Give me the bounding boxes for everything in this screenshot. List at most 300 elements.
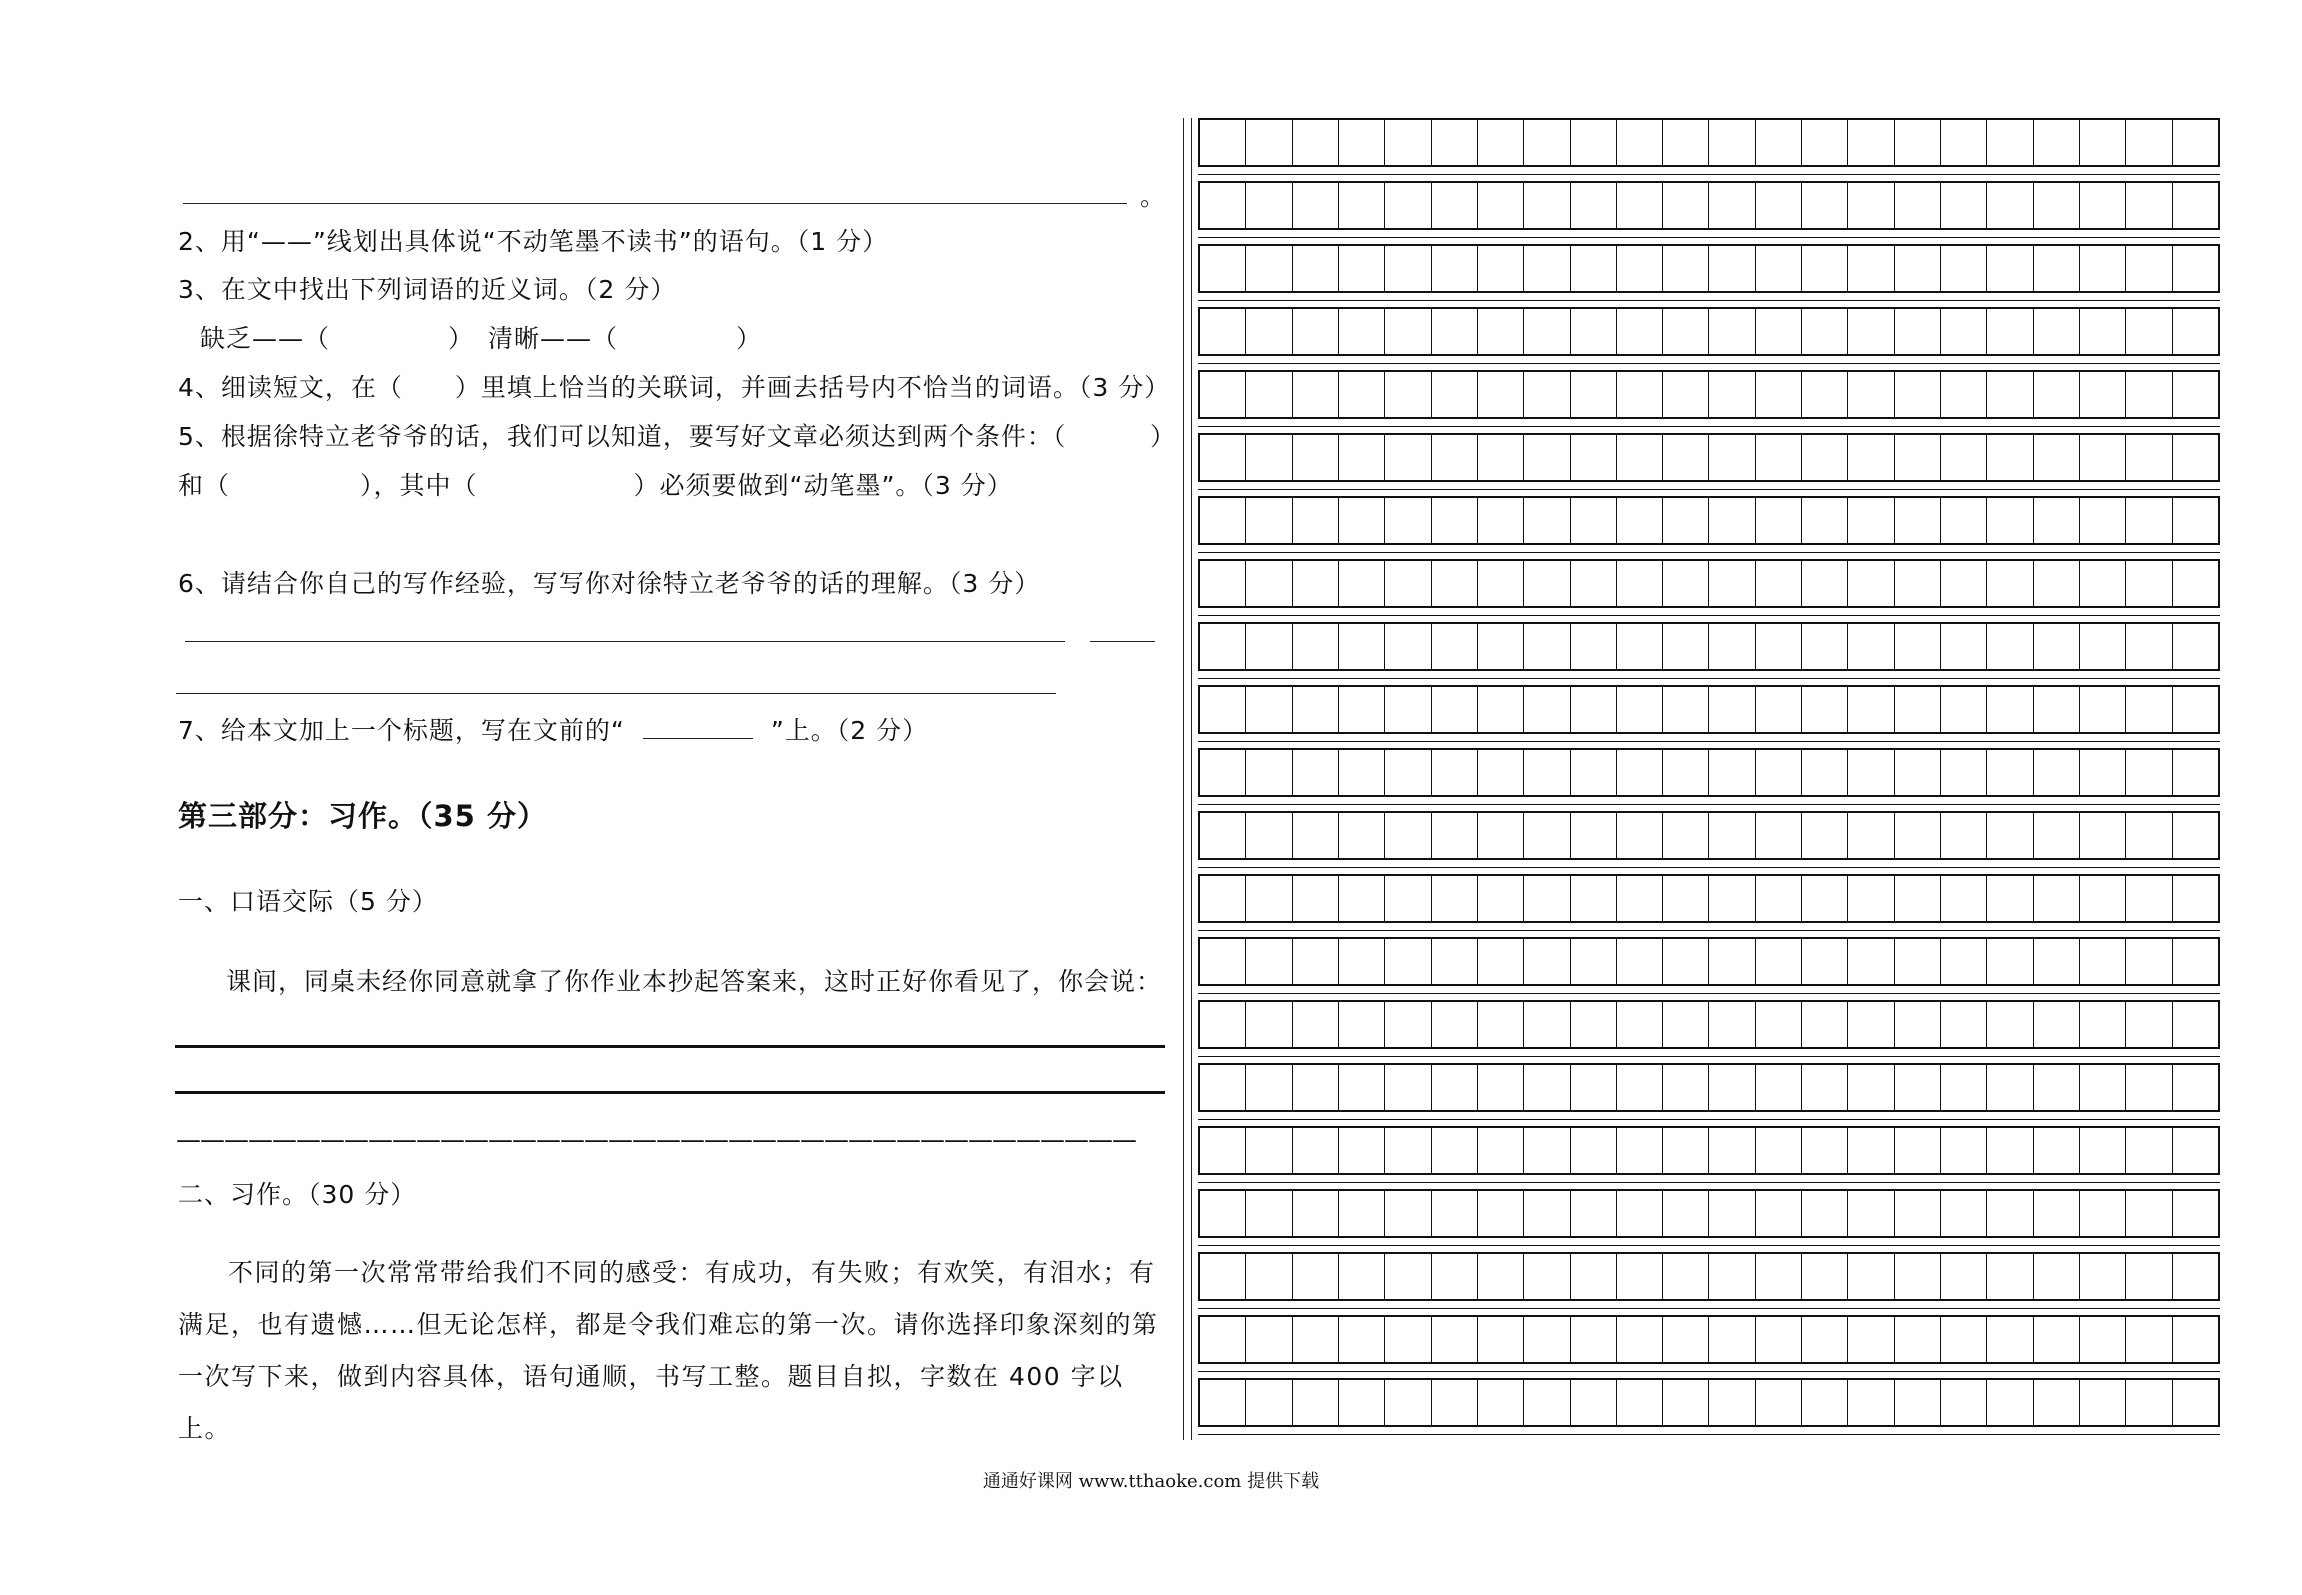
grid-cell xyxy=(1385,876,1431,921)
grid-cell xyxy=(2034,876,2080,921)
grid-cell xyxy=(2173,687,2218,732)
grid-cell xyxy=(2126,498,2172,543)
grid-cell xyxy=(1478,246,1524,291)
question-4: 4、细读短文，在（ ）里填上恰当的关联词，并画去括号内不恰当的词语。（3 分） xyxy=(178,373,1171,402)
grid-cell xyxy=(1524,120,1570,165)
grid-cell xyxy=(1709,750,1755,795)
grid-cell xyxy=(1339,1128,1385,1173)
grid-cell xyxy=(1617,561,1663,606)
grid-cell xyxy=(1293,1317,1339,1362)
grid-cell xyxy=(1200,1002,1246,1047)
grid-cell xyxy=(1709,183,1755,228)
grid-row xyxy=(1198,181,2220,230)
grid-cell xyxy=(2080,372,2126,417)
essay-prompt: 不同的第一次常常带给我们不同的感受：有成功，有失败；有欢笑，有泪水；有满足，也有遗憾……但无论怎样，都是令我们难忘的第一次。请你选择印象深刻的第一次写下来，做到内容具体，语句通顺，书写工整。题目自拟，字数在 400 字以上。 xyxy=(178,1258,1159,1443)
grid-cell xyxy=(2173,120,2218,165)
grid-cell xyxy=(1756,309,1802,354)
grid-cell xyxy=(1571,1191,1617,1236)
grid-cell xyxy=(1571,309,1617,354)
grid-cell xyxy=(2034,813,2080,858)
grid-cell xyxy=(2126,687,2172,732)
grid-cell xyxy=(1987,372,2033,417)
grid-cell xyxy=(1571,939,1617,984)
grid-cell xyxy=(1246,1317,1292,1362)
grid-cell xyxy=(1246,876,1292,921)
grid-cell xyxy=(1756,939,1802,984)
grid-cell xyxy=(1246,750,1292,795)
grid-cell xyxy=(1571,435,1617,480)
grid-cell xyxy=(1617,246,1663,291)
grid-cell xyxy=(1941,750,1987,795)
grid-cell xyxy=(1246,309,1292,354)
grid-cell xyxy=(1617,876,1663,921)
grid-cell xyxy=(1709,120,1755,165)
grid-cell xyxy=(1756,120,1802,165)
grid-cell xyxy=(1756,435,1802,480)
grid-cell xyxy=(1987,1128,2033,1173)
grid-row xyxy=(1198,937,2220,986)
grid-cell xyxy=(1756,876,1802,921)
grid-cell xyxy=(1987,498,2033,543)
grid-cell xyxy=(1339,1191,1385,1236)
question-7 xyxy=(178,714,928,748)
grid-cell xyxy=(1895,1191,1941,1236)
grid-cell xyxy=(1524,876,1570,921)
grid-cell xyxy=(1941,1002,1987,1047)
grid-cell xyxy=(2034,561,2080,606)
grid-cell xyxy=(1663,1065,1709,1110)
synonym-item-1-close: ） xyxy=(448,324,475,353)
grid-cell xyxy=(1293,876,1339,921)
grid-cell xyxy=(2080,435,2126,480)
grid-cell xyxy=(1432,120,1478,165)
grid-cell xyxy=(1617,183,1663,228)
grid-cell xyxy=(1293,183,1339,228)
footer-source: 通通好课网 www.tthaoke.com 提供下载 xyxy=(982,1471,1320,1492)
grid-cell xyxy=(1246,120,1292,165)
grid-cell xyxy=(1709,1317,1755,1362)
grid-cell xyxy=(1571,183,1617,228)
grid-cell xyxy=(1617,1380,1663,1425)
grid-cell xyxy=(1663,1254,1709,1299)
grid-cell xyxy=(1293,1128,1339,1173)
grid-cell xyxy=(2173,372,2218,417)
grid-cell xyxy=(1941,120,1987,165)
grid-cell xyxy=(2034,498,2080,543)
grid-cell xyxy=(1432,1317,1478,1362)
grid-cell xyxy=(1200,813,1246,858)
grid-cell xyxy=(1895,1317,1941,1362)
grid-cell xyxy=(1663,813,1709,858)
grid-cell xyxy=(1663,624,1709,669)
grid-row xyxy=(1198,496,2220,545)
grid-cell xyxy=(1524,1065,1570,1110)
grid-cell xyxy=(2173,1380,2218,1425)
grid-cell xyxy=(1293,1002,1339,1047)
grid-cell xyxy=(1246,435,1292,480)
grid-cell xyxy=(1339,624,1385,669)
grid-cell xyxy=(1617,1065,1663,1110)
grid-cell xyxy=(1571,1128,1617,1173)
grid-cell xyxy=(1663,372,1709,417)
grid-cell xyxy=(1571,498,1617,543)
grid-cell xyxy=(2080,183,2126,228)
grid-cell xyxy=(1432,309,1478,354)
grid-cell xyxy=(1524,561,1570,606)
grid-cell xyxy=(1848,1065,1894,1110)
grid-cell xyxy=(2080,498,2126,543)
grid-cell xyxy=(1663,687,1709,732)
grid-cell xyxy=(1802,624,1848,669)
grid-cell xyxy=(2126,1380,2172,1425)
grid-cell xyxy=(1339,561,1385,606)
grid-cell xyxy=(1756,183,1802,228)
grid-cell xyxy=(2080,813,2126,858)
grid-cell xyxy=(1246,624,1292,669)
grid-cell xyxy=(1246,246,1292,291)
grid-cell xyxy=(1432,624,1478,669)
grid-cell xyxy=(2080,876,2126,921)
grid-cell xyxy=(1432,372,1478,417)
grid-cell xyxy=(1200,1128,1246,1173)
grid-cell xyxy=(1339,498,1385,543)
grid-cell xyxy=(1293,687,1339,732)
grid-cell xyxy=(2034,1002,2080,1047)
grid-cell xyxy=(1941,246,1987,291)
grid-cell xyxy=(2126,372,2172,417)
part-3-title: 第三部分：习作。（35 分） xyxy=(178,799,547,833)
grid-cell xyxy=(1524,624,1570,669)
grid-cell xyxy=(1941,372,1987,417)
grid-cell xyxy=(1246,498,1292,543)
grid-cell xyxy=(2034,372,2080,417)
grid-cell xyxy=(1709,372,1755,417)
grid-cell xyxy=(1895,1002,1941,1047)
grid-cell xyxy=(1617,624,1663,669)
grid-cell xyxy=(1802,687,1848,732)
grid-cell xyxy=(2173,813,2218,858)
grid-cell xyxy=(1246,939,1292,984)
grid-row xyxy=(1198,1252,2220,1301)
grid-cell xyxy=(1432,687,1478,732)
grid-cell xyxy=(1246,1065,1292,1110)
grid-cell xyxy=(1432,1065,1478,1110)
grid-cell xyxy=(1385,624,1431,669)
grid-cell xyxy=(1987,1002,2033,1047)
grid-cell xyxy=(1802,1380,1848,1425)
grid-cell xyxy=(1200,1191,1246,1236)
grid-cell xyxy=(2126,1128,2172,1173)
grid-cell xyxy=(1385,246,1431,291)
grid-cell xyxy=(1432,939,1478,984)
grid-cell xyxy=(1941,1191,1987,1236)
answer-line-q6-1b xyxy=(1090,641,1155,642)
grid-cell xyxy=(1848,183,1894,228)
grid-row xyxy=(1198,811,2220,860)
grid-cell xyxy=(1848,1380,1894,1425)
grid-cell xyxy=(2034,624,2080,669)
grid-cell xyxy=(2034,246,2080,291)
grid-cell xyxy=(1987,624,2033,669)
question-7-suffix: ”上。（2 分） xyxy=(770,716,929,745)
grid-cell xyxy=(1339,750,1385,795)
grid-cell xyxy=(1200,687,1246,732)
grid-cell xyxy=(2080,687,2126,732)
synonym-item-2-label: 清晰——（ xyxy=(488,324,619,353)
grid-cell xyxy=(1941,876,1987,921)
grid-cell xyxy=(1709,624,1755,669)
grid-cell xyxy=(1895,876,1941,921)
grid-cell xyxy=(1200,1380,1246,1425)
grid-cell xyxy=(1246,1191,1292,1236)
grid-cell xyxy=(1385,498,1431,543)
grid-cell xyxy=(1432,750,1478,795)
grid-row xyxy=(1198,874,2220,923)
grid-cell xyxy=(1385,813,1431,858)
oral-answer-line-2 xyxy=(175,1091,1165,1094)
grid-cell xyxy=(1617,372,1663,417)
grid-cell xyxy=(1802,435,1848,480)
grid-cell xyxy=(1848,120,1894,165)
grid-cell xyxy=(1385,1380,1431,1425)
grid-cell xyxy=(1941,435,1987,480)
grid-cell xyxy=(2173,624,2218,669)
grid-cell xyxy=(1709,1254,1755,1299)
grid-row xyxy=(1198,1063,2220,1112)
grid-cell xyxy=(1709,246,1755,291)
grid-cell xyxy=(1941,1380,1987,1425)
grid-cell xyxy=(1478,498,1524,543)
grid-cell xyxy=(1709,561,1755,606)
grid-cell xyxy=(1663,561,1709,606)
grid-cell xyxy=(1524,498,1570,543)
grid-cell xyxy=(2173,435,2218,480)
grid-cell xyxy=(1848,1002,1894,1047)
grid-cell xyxy=(1524,246,1570,291)
grid-cell xyxy=(1848,372,1894,417)
grid-cell xyxy=(1756,498,1802,543)
grid-cell xyxy=(1987,1254,2033,1299)
grid-cell xyxy=(1663,876,1709,921)
grid-cell xyxy=(1478,183,1524,228)
grid-cell xyxy=(1617,687,1663,732)
grid-cell xyxy=(1432,1002,1478,1047)
grid-cell xyxy=(1848,1191,1894,1236)
grid-cell xyxy=(1756,1317,1802,1362)
grid-cell xyxy=(1709,498,1755,543)
grid-cell xyxy=(1524,435,1570,480)
grid-cell xyxy=(1895,687,1941,732)
grid-cell xyxy=(1571,876,1617,921)
grid-cell xyxy=(2126,624,2172,669)
grid-cell xyxy=(1293,1380,1339,1425)
grid-cell xyxy=(2173,1128,2218,1173)
grid-cell xyxy=(1432,1128,1478,1173)
grid-cell xyxy=(1571,1065,1617,1110)
grid-cell xyxy=(2126,1254,2172,1299)
grid-cell xyxy=(1339,813,1385,858)
grid-cell xyxy=(2126,246,2172,291)
grid-cell xyxy=(1987,813,2033,858)
grid-cell xyxy=(1432,813,1478,858)
grid-cell xyxy=(2034,309,2080,354)
grid-cell xyxy=(1246,1254,1292,1299)
grid-cell xyxy=(1524,813,1570,858)
grid-cell xyxy=(2126,939,2172,984)
grid-cell xyxy=(1895,309,1941,354)
grid-cell xyxy=(2034,939,2080,984)
grid-cell xyxy=(1756,624,1802,669)
grid-cell xyxy=(2173,1191,2218,1236)
grid-cell xyxy=(1478,1317,1524,1362)
grid-cell xyxy=(2034,1317,2080,1362)
grid-cell xyxy=(2034,1191,2080,1236)
grid-cell xyxy=(1385,309,1431,354)
grid-cell xyxy=(1200,876,1246,921)
essay-title: 二、习作。（30 分） xyxy=(178,1180,417,1209)
grid-cell xyxy=(1756,1191,1802,1236)
grid-row xyxy=(1198,1126,2220,1175)
grid-cell xyxy=(2126,1191,2172,1236)
grid-cell xyxy=(1663,1380,1709,1425)
grid-cell xyxy=(1524,309,1570,354)
grid-cell xyxy=(1385,939,1431,984)
grid-cell xyxy=(1756,1380,1802,1425)
grid-cell xyxy=(1385,435,1431,480)
grid-cell xyxy=(1339,246,1385,291)
grid-cell xyxy=(1293,246,1339,291)
grid-row xyxy=(1198,118,2220,167)
grid-cell xyxy=(1756,1128,1802,1173)
grid-cell xyxy=(1478,1191,1524,1236)
grid-cell xyxy=(1987,1317,2033,1362)
grid-cell xyxy=(1895,246,1941,291)
grid-cell xyxy=(1756,372,1802,417)
grid-cell xyxy=(1709,1002,1755,1047)
grid-cell xyxy=(1802,561,1848,606)
grid-cell xyxy=(1524,750,1570,795)
grid-cell xyxy=(1617,435,1663,480)
grid-cell xyxy=(1293,309,1339,354)
grid-cell xyxy=(1571,561,1617,606)
grid-cell xyxy=(1987,1380,2033,1425)
grid-cell xyxy=(1339,372,1385,417)
grid-cell xyxy=(1571,1380,1617,1425)
grid-cell xyxy=(1571,246,1617,291)
grid-cell xyxy=(1432,1254,1478,1299)
grid-cell xyxy=(1246,1380,1292,1425)
grid-cell xyxy=(1339,876,1385,921)
question-6: 6、请结合你自己的写作经验，写写你对徐特立老爷爷的话的理解。（3 分） xyxy=(178,569,1041,598)
grid-cell xyxy=(2034,435,2080,480)
grid-cell xyxy=(1848,309,1894,354)
question-3: 3、在文中找出下列词语的近义词。（2 分） xyxy=(178,275,677,304)
oral-answer-dash-line: ———————————————————————————————————————— xyxy=(176,1125,1136,1154)
grid-cell xyxy=(2173,309,2218,354)
grid-cell xyxy=(1293,750,1339,795)
grid-cell xyxy=(1941,1254,1987,1299)
grid-cell xyxy=(1339,1380,1385,1425)
grid-cell xyxy=(1663,498,1709,543)
grid-cell xyxy=(1756,246,1802,291)
grid-cell xyxy=(1709,876,1755,921)
grid-cell xyxy=(1246,183,1292,228)
grid-cell xyxy=(1756,561,1802,606)
grid-cell xyxy=(1478,687,1524,732)
grid-cell xyxy=(1571,1317,1617,1362)
grid-cell xyxy=(1802,120,1848,165)
grid-cell xyxy=(1339,939,1385,984)
grid-cell xyxy=(2034,687,2080,732)
grid-cell xyxy=(1802,246,1848,291)
grid-cell xyxy=(1987,687,2033,732)
grid-cell xyxy=(1802,1065,1848,1110)
grid-cell xyxy=(2080,561,2126,606)
grid-cell xyxy=(1941,309,1987,354)
grid-cell xyxy=(1200,435,1246,480)
grid-row xyxy=(1198,244,2220,293)
grid-cell xyxy=(2080,309,2126,354)
grid-cell xyxy=(1987,750,2033,795)
oral-communication-prompt: 课间，同桌未经你同意就拿了你作业本抄起答案来，这时正好你看见了，你会说： xyxy=(226,967,1163,996)
grid-cell xyxy=(1200,246,1246,291)
grid-cell xyxy=(1385,1317,1431,1362)
grid-cell xyxy=(1709,435,1755,480)
grid-cell xyxy=(1293,498,1339,543)
grid-cell xyxy=(1339,1254,1385,1299)
grid-cell xyxy=(2080,1002,2126,1047)
grid-cell xyxy=(1987,246,2033,291)
grid-cell xyxy=(1941,183,1987,228)
grid-cell xyxy=(1478,1380,1524,1425)
grid-cell xyxy=(1571,624,1617,669)
grid-cell xyxy=(1432,435,1478,480)
grid-cell xyxy=(1524,687,1570,732)
grid-cell xyxy=(1709,1128,1755,1173)
grid-cell xyxy=(2080,1128,2126,1173)
grid-cell xyxy=(1895,120,1941,165)
grid-cell xyxy=(1432,498,1478,543)
grid-cell xyxy=(1617,1002,1663,1047)
question-5-line-2: 和（ ），其中（ ）必须要做到“动笔墨”。（3 分） xyxy=(178,471,1013,500)
grid-cell xyxy=(2080,939,2126,984)
grid-cell xyxy=(1617,750,1663,795)
grid-cell xyxy=(1895,1380,1941,1425)
grid-cell xyxy=(1895,498,1941,543)
grid-cell xyxy=(2080,1317,2126,1362)
grid-cell xyxy=(1663,246,1709,291)
grid-row xyxy=(1198,685,2220,734)
grid-cell xyxy=(1524,1317,1570,1362)
grid-cell xyxy=(1663,939,1709,984)
grid-cell xyxy=(1200,1254,1246,1299)
grid-cell xyxy=(2034,1065,2080,1110)
grid-cell xyxy=(2173,183,2218,228)
grid-cell xyxy=(1895,624,1941,669)
grid-cell xyxy=(1895,1128,1941,1173)
grid-cell xyxy=(1802,309,1848,354)
synonym-item-2-close: ） xyxy=(736,324,763,353)
grid-cell xyxy=(1293,1254,1339,1299)
column-divider-right xyxy=(1191,118,1192,1440)
grid-row xyxy=(1198,1000,2220,1049)
grid-cell xyxy=(1571,1002,1617,1047)
grid-cell xyxy=(1987,561,2033,606)
grid-cell xyxy=(1895,372,1941,417)
grid-cell xyxy=(1385,1002,1431,1047)
grid-cell xyxy=(1848,939,1894,984)
grid-cell xyxy=(1756,687,1802,732)
